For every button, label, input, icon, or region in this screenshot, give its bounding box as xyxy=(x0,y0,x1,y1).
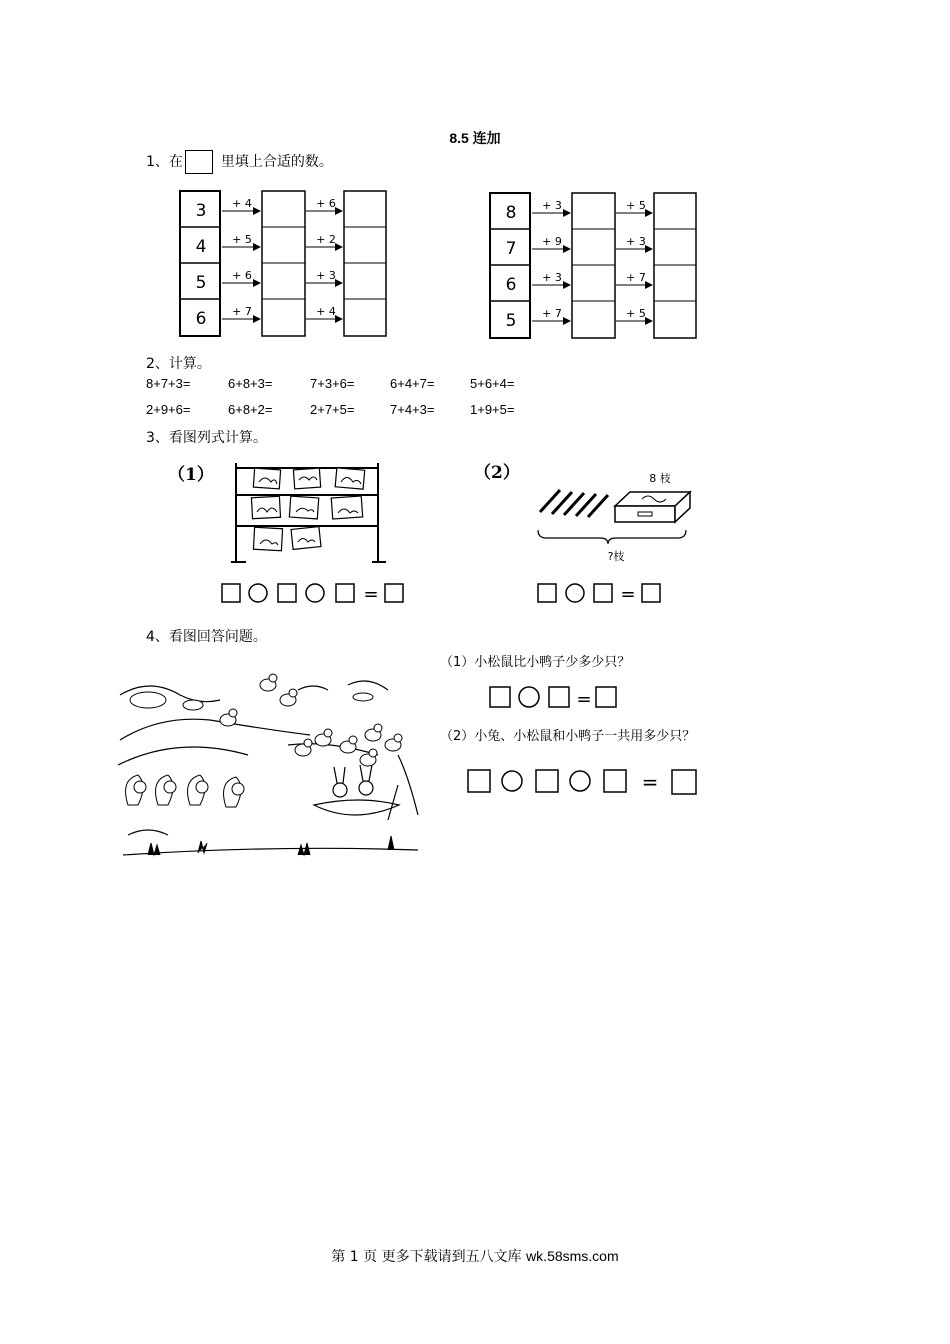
q3-part2-equation xyxy=(536,580,666,606)
left-start-0: 3 xyxy=(195,201,207,221)
left-middle-column[interactable] xyxy=(262,191,305,336)
right-op2-2: + 7 xyxy=(626,271,646,284)
left-start-2: 5 xyxy=(195,273,207,293)
right-start-2: 6 xyxy=(505,275,517,295)
right-right-column[interactable] xyxy=(654,193,696,338)
answer-box[interactable] xyxy=(604,770,626,792)
right-op2-0: + 5 xyxy=(626,199,646,212)
left-op2-0: + 6 xyxy=(316,197,336,210)
right-start-0: 8 xyxy=(505,203,517,223)
answer-box[interactable] xyxy=(336,584,354,602)
q4-sub2: （2）小兔、小松鼠和小鸭子一共用多少只？ xyxy=(440,729,696,744)
q1-heading xyxy=(146,150,333,174)
operator-circle[interactable] xyxy=(249,584,267,602)
left-op1-1: + 5 xyxy=(232,233,252,246)
left-op2-2: + 3 xyxy=(316,269,336,282)
equals-sign: = xyxy=(641,770,659,794)
q2-expr-2-3: 2+7+5= xyxy=(310,402,355,417)
q2-expr-1-5: 5+6+4= xyxy=(470,376,515,391)
left-start-3: 6 xyxy=(195,309,207,329)
left-start-column xyxy=(180,191,220,336)
answer-box-sample xyxy=(185,150,213,174)
q4-sub2-equation xyxy=(466,766,702,796)
q2-expr-1-2: 6+8+3= xyxy=(228,376,273,391)
right-arrows-2 xyxy=(616,199,652,321)
answer-box[interactable] xyxy=(594,584,612,602)
right-op1-1: + 9 xyxy=(542,235,562,248)
left-op2-1: + 2 xyxy=(316,233,336,246)
q2-expr-2-4: 7+4+3= xyxy=(390,402,435,417)
left-op1-3: + 7 xyxy=(232,305,252,318)
answer-box[interactable] xyxy=(278,584,296,602)
answer-box[interactable] xyxy=(642,584,660,602)
left-arrows-1 xyxy=(222,197,260,319)
right-start-column xyxy=(490,193,530,338)
q2-expr-2-5: 1+9+5= xyxy=(470,402,515,417)
operator-circle[interactable] xyxy=(566,584,584,602)
right-op1-3: + 7 xyxy=(542,307,562,320)
q4-sub1: （1）小松鼠比小鸭子少多少只？ xyxy=(440,655,631,670)
answer-box[interactable] xyxy=(490,687,510,707)
answer-box[interactable] xyxy=(468,770,490,792)
box-quantity-label: 8 枝 xyxy=(649,472,671,485)
answer-box[interactable] xyxy=(549,687,569,707)
left-arrows-2 xyxy=(306,197,342,319)
footer-site-link[interactable]: wk.58sms.com xyxy=(526,1248,619,1264)
right-start-3: 5 xyxy=(505,311,517,331)
q2-expr-1-1: 8+7+3= xyxy=(146,376,191,391)
right-op2-1: + 3 xyxy=(626,235,646,248)
equals-sign: = xyxy=(576,689,592,710)
q3-part1-equation xyxy=(220,580,410,606)
q2-expr-2-2: 6+8+2= xyxy=(228,402,273,417)
answer-box[interactable] xyxy=(538,584,556,602)
q2-expr-1-4: 6+4+7= xyxy=(390,376,435,391)
q4-sub1-equation xyxy=(488,684,620,712)
pencils-illustration xyxy=(530,468,700,568)
right-middle-column[interactable] xyxy=(572,193,615,338)
right-arrows-1 xyxy=(532,199,570,321)
q3-part2-label: （2） xyxy=(474,463,520,483)
equals-sign: = xyxy=(620,584,636,605)
answer-box[interactable] xyxy=(596,687,616,707)
page-title: 8.5 连加 xyxy=(449,130,501,146)
right-op2-3: + 5 xyxy=(626,307,646,320)
q2-expr-1-3: 7+3+6= xyxy=(310,376,355,391)
equals-sign: = xyxy=(363,584,379,605)
left-op1-2: + 6 xyxy=(232,269,252,282)
q1-left-table xyxy=(176,186,396,340)
q3-part1-label: （1） xyxy=(168,465,214,485)
answer-box[interactable] xyxy=(222,584,240,602)
q1-right-table xyxy=(486,190,706,342)
left-op1-0: + 4 xyxy=(232,197,252,210)
operator-circle[interactable] xyxy=(502,771,522,791)
answer-box[interactable] xyxy=(672,770,696,794)
pond-scene-illustration xyxy=(118,655,420,870)
page-footer xyxy=(0,1246,950,1266)
q1-suffix: 里填上合适的数。 xyxy=(220,154,333,170)
operator-circle[interactable] xyxy=(519,687,539,707)
q3-heading: 3、看图列式计算。 xyxy=(146,430,267,446)
q1-prefix: 1、在 xyxy=(146,154,183,170)
left-op2-3: + 4 xyxy=(316,305,336,318)
q4-heading: 4、看图回答问题。 xyxy=(146,629,267,645)
footer-page-text: 第 1 页 更多下载请到五八文库 xyxy=(331,1249,527,1265)
left-start-1: 4 xyxy=(195,237,207,257)
clothesline-illustration xyxy=(226,458,391,568)
operator-circle[interactable] xyxy=(570,771,590,791)
left-right-column[interactable] xyxy=(344,191,386,336)
right-op1-2: + 3 xyxy=(542,271,562,284)
right-op1-0: + 3 xyxy=(542,199,562,212)
operator-circle[interactable] xyxy=(306,584,324,602)
right-start-1: 7 xyxy=(505,239,517,259)
answer-box[interactable] xyxy=(385,584,403,602)
answer-box[interactable] xyxy=(536,770,558,792)
q2-expr-2-1: 2+9+6= xyxy=(146,402,191,417)
total-quantity-label: ?枝 xyxy=(607,550,625,563)
q2-heading: 2、计算。 xyxy=(146,356,211,372)
